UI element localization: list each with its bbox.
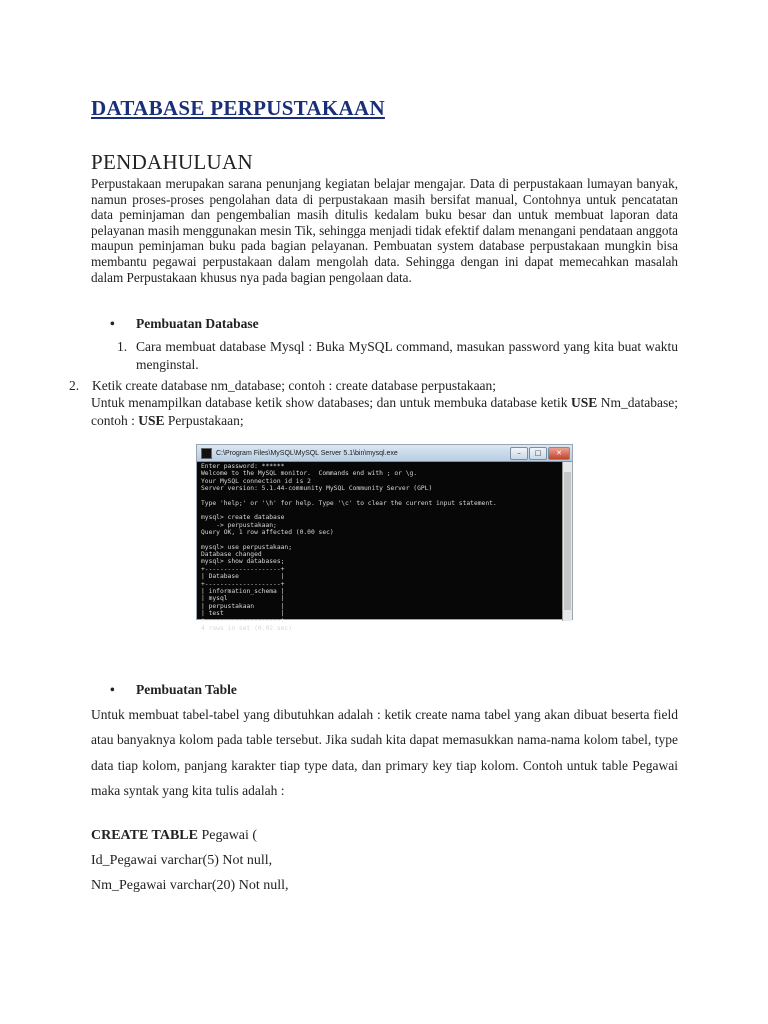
bullet-icon: •: [110, 316, 115, 331]
show-databases-paragraph: [91, 394, 678, 429]
mysql-console-screenshot: [196, 444, 573, 632]
code-line-create-table: [91, 828, 257, 844]
section-heading-pendahuluan: PENDAHULUAN: [91, 150, 253, 174]
list-item-step-1: [117, 338, 678, 373]
console-output: Enter password: ****** Welcome to the MySQL monitor. Commands end with ; or \g. Your MySQL connection id is 2 Server version: 5.1.44-community MySQL Community Server (GPL) Type 'help;' or '\h' for help. Type '\c' to clear the current input statement. mysql> create database -> perpustakaan; Query OK, 1 row affected (0.00 sec) mysql> use perpustakaan; Database changed mysql> show databases; +--------------------+ | Database | +--------------------+ | information_schema | | mysql | | perpustakaan | | test | +--------------------+ 4 rows in set (0.02 sec): [201, 463, 497, 632]
bullet-label: Pembuatan Table: [136, 682, 237, 697]
list-item-step-2: [69, 377, 678, 395]
list-number: 2.: [69, 378, 80, 393]
console-area: [197, 462, 572, 632]
intro-paragraph: Perpustakaan merupakan sarana penunjang kegiatan belajar mengajar. Data di perpustakaan lumayan banyak, namun proses-proses pengolahan data di perpustakaan masih bersifat manual, Contohnya untuk pencatatan data peminjaman dan pengembalian masih ditulis kedalam buku besar dan untuk membuat laporan data pelayanan masih menggunakan mesin Tik, sehingga menjadi tidak efektif dalam menangani pendataan anggota maupun peminjaman buku pada bagian pelayanan. Pembuatan system database perpustakaan mungkin bisa membantu pegawai perpustakaan dalam mengolah data. Sehingga dengan ini dapat memecahkan masalah dalam Perpustakaan khusus nya pada bagian pengolaan data.: [91, 176, 678, 285]
page-title: DATABASE PERPUSTAKAAN: [91, 96, 385, 120]
bullet-pembuatan-table: [110, 682, 237, 698]
window-controls: [510, 447, 570, 460]
bullet-icon: •: [110, 682, 115, 697]
scroll-thumb: [564, 472, 571, 610]
paragraph-text: Nm_database; contoh :: [91, 395, 678, 428]
console-app-icon: [201, 448, 212, 459]
list-item-text: Ketik create database nm_database; contoh : create database perpustakaan;: [92, 378, 497, 393]
table-paragraph: Untuk membuat tabel-tabel yang dibutuhkan adalah : ketik create nama tabel yang akan dibuat beserta field atau banyaknya kolom pada table tersebut. Jika sudah kita dapat memasukkan nama-nama kolom tabel, type data tiap kolom, panjang karakter tiap type data, dan primary key tiap kolom. Contoh untuk table Pegawai maka syntak yang kita tulis adalah :: [91, 707, 678, 798]
maximize-icon: □: [529, 447, 547, 460]
keyword-use: USE: [571, 395, 598, 410]
bullet-label: Pembuatan Database: [136, 316, 259, 331]
bullet-pembuatan-database: [110, 316, 259, 332]
window-title-bar: [197, 445, 572, 462]
paragraph-text: Perpustakaan;: [164, 412, 244, 428]
console-scrollbar: [562, 462, 572, 621]
code-line-nm-pegawai: Nm_Pegawai varchar(20) Not null,: [91, 878, 289, 893]
code-line-id-pegawai: Id_Pegawai varchar(5) Not null,: [91, 853, 273, 868]
paragraph-text: Untuk menampilkan database ketik show databases; dan untuk membuka database ketik: [91, 395, 572, 410]
minimize-icon: –: [510, 447, 528, 460]
list-number: 1.: [117, 339, 128, 354]
window-title: C:\Program Files\MySQL\MySQL Server 5.1\bin\mysql.exe: [216, 449, 398, 457]
code-keyword: CREATE TABLE: [91, 828, 198, 843]
code-text: Pegawai (: [197, 828, 258, 843]
keyword-use: USE: [138, 412, 165, 428]
list-item-text: Cara membuat database Mysql : Buka MySQL command, masukan password yang kita buat waktu menginstal.: [136, 339, 678, 372]
close-icon: ✕: [548, 447, 570, 460]
